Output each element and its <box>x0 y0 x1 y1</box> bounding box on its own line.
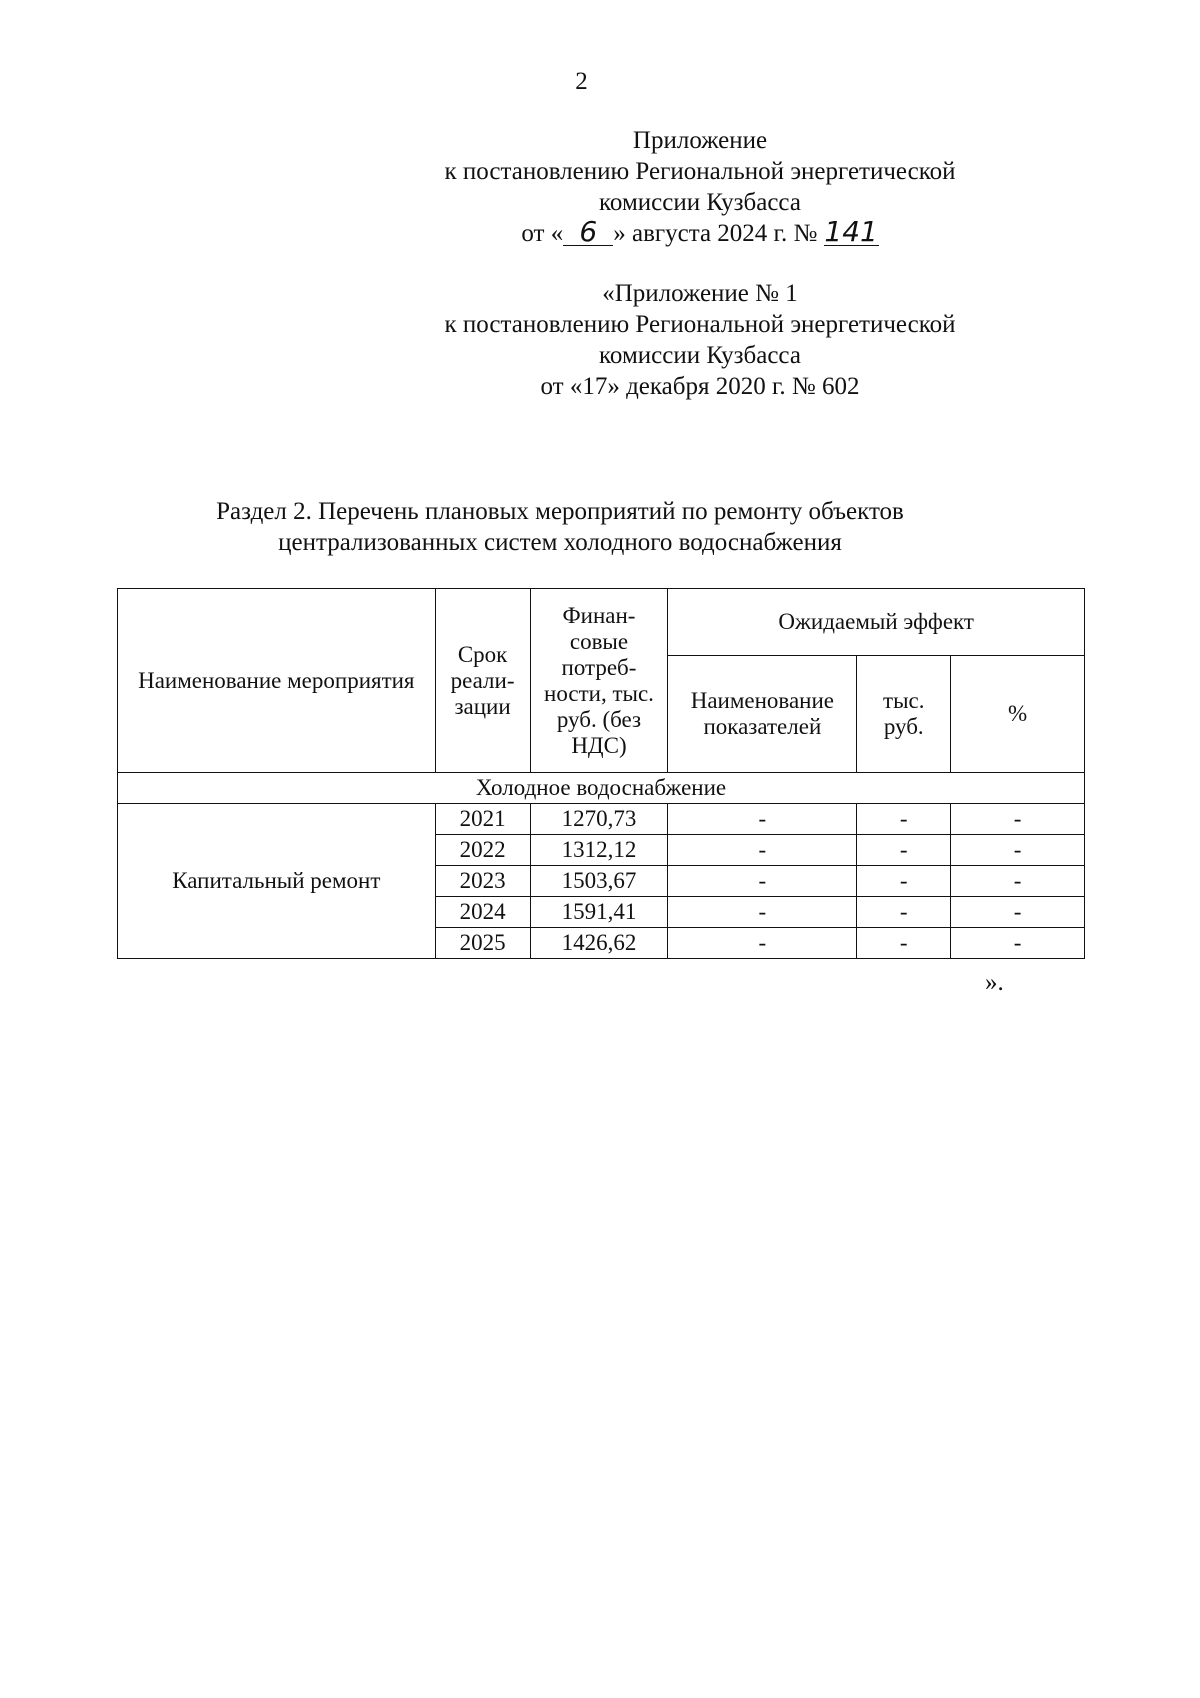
year-cell: 2021 <box>435 804 530 835</box>
indicator-cell: - <box>668 866 857 897</box>
percent-cell: - <box>951 866 1085 897</box>
section-title-line-1: Раздел 2. Перечень плановых мероприятий по ремонту объектов <box>216 498 904 525</box>
appendix-original-resolution: к постановлению Региональной энергетической <box>444 311 956 338</box>
header-activity-name: Наименование мероприятия <box>118 589 436 773</box>
header-percent: % <box>951 656 1085 773</box>
thousand-rub-cell: - <box>857 866 951 897</box>
appendix-original <box>400 278 1000 402</box>
header-expected-effect: Ожидаемый эффект <box>668 589 1085 656</box>
thousand-rub-cell: - <box>857 928 951 959</box>
thousand-rub-cell: - <box>857 804 951 835</box>
header-indicator-name: Наименование показателей <box>668 656 857 773</box>
percent-cell: - <box>951 897 1085 928</box>
group-row <box>118 773 1085 804</box>
amount-cell: 1270,73 <box>530 804 668 835</box>
year-cell: 2025 <box>435 928 530 959</box>
handwritten-number: 141 <box>824 215 878 248</box>
table-header-row <box>118 589 1085 656</box>
thousand-rub-cell: - <box>857 835 951 866</box>
section-title-line-2: централизованных систем холодного водоснабжения <box>278 529 842 556</box>
appendix-original-commission: комиссии Кузбасса <box>599 342 801 369</box>
amount-cell: 1591,41 <box>530 897 668 928</box>
percent-cell: - <box>951 804 1085 835</box>
amount-cell: 1426,62 <box>530 928 668 959</box>
year-cell: 2022 <box>435 835 530 866</box>
indicator-cell: - <box>668 897 857 928</box>
indicator-cell: - <box>668 835 857 866</box>
page-number: 2 <box>575 68 588 95</box>
appendix-original-date: от «17» декабря 2020 г. № 602 <box>540 373 860 400</box>
activity-name: Капитальный ремонт <box>118 804 436 959</box>
percent-cell: - <box>951 835 1085 866</box>
percent-cell: - <box>951 928 1085 959</box>
header-thousand-rub: тыс. руб. <box>857 656 951 773</box>
thousand-rub-cell: - <box>857 897 951 928</box>
appendix-current-title: Приложение <box>632 127 768 154</box>
section-title <box>160 496 960 558</box>
appendix-current-commission: комиссии Кузбасса <box>599 189 801 216</box>
table-row <box>118 804 1085 835</box>
handwritten-day: 6 <box>563 219 613 246</box>
appendix-current-resolution: к постановлению Региональной энергетической <box>444 158 956 185</box>
header-finance: Финан-совые потреб-ности, тыс. руб. (без НДС) <box>530 589 668 773</box>
year-cell: 2024 <box>435 897 530 928</box>
amount-cell: 1312,12 <box>530 835 668 866</box>
date-prefix: от « <box>521 220 564 247</box>
appendix-current <box>400 125 1000 249</box>
indicator-cell: - <box>668 928 857 959</box>
date-middle: » августа 2024 г. № <box>613 220 818 247</box>
amount-cell: 1503,67 <box>530 866 668 897</box>
indicator-cell: - <box>668 804 857 835</box>
measures-table <box>117 588 1085 959</box>
appendix-current-date-line <box>400 215 1000 249</box>
header-term: Срок реали-зации <box>435 589 530 773</box>
appendix-original-title: «Приложение № 1 <box>602 280 798 307</box>
year-cell: 2023 <box>435 866 530 897</box>
group-title: Холодное водоснабжение <box>118 773 1085 804</box>
closing-quote-mark: ». <box>985 969 1004 996</box>
